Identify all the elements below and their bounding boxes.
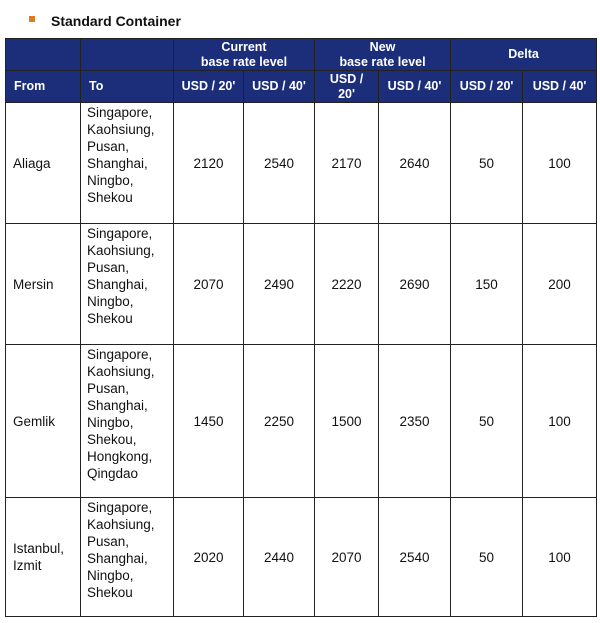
destination-port: Kaohsiung, — [87, 364, 155, 379]
destination-port: Kaohsiung, — [87, 122, 155, 137]
from-line: Gemlik — [13, 413, 56, 429]
destination-port: Shekou — [87, 585, 133, 600]
cell-to — [81, 224, 174, 345]
destination-port: Ningbo, — [87, 294, 134, 309]
cell-new-20: 2220 — [315, 224, 379, 345]
cell-new-20: 2070 — [315, 498, 379, 617]
rate-table — [5, 38, 597, 617]
header-blank-to — [81, 39, 174, 71]
cell-new-40: 2540 — [379, 498, 451, 617]
header-delta-20: USD / 20' — [451, 71, 523, 103]
header-delta: Delta — [451, 39, 597, 71]
cell-delta-40: 100 — [523, 345, 597, 498]
destination-port: Shekou — [87, 190, 133, 205]
cell-cur-20: 2020 — [174, 498, 244, 617]
cell-cur-20: 2120 — [174, 103, 244, 224]
header-current-40: USD / 40' — [244, 71, 315, 103]
cell-cur-20: 2070 — [174, 224, 244, 345]
header-row-groups — [6, 39, 597, 71]
cell-new-20: 1500 — [315, 345, 379, 498]
section-title: Standard Container — [51, 13, 181, 29]
header-new-20 — [315, 71, 379, 103]
header-blank-from — [6, 39, 81, 71]
destination-port: Pusan, — [87, 381, 130, 396]
table-row — [6, 224, 597, 345]
destination-port: Hongkong, — [87, 449, 153, 464]
from-line: Izmit — [13, 558, 42, 573]
cell-delta-20: 50 — [451, 103, 523, 224]
cell-from — [6, 224, 81, 345]
cell-cur-40: 2540 — [244, 103, 315, 224]
header-new-line1: New — [369, 39, 396, 54]
table-body — [6, 103, 597, 617]
header-new-rate — [315, 39, 451, 71]
cell-to — [81, 345, 174, 498]
destination-port: Singapore, — [87, 105, 153, 120]
destination-port: Singapore, — [87, 226, 153, 241]
header-to: To — [81, 71, 174, 103]
cell-to — [81, 498, 174, 617]
header-current-line1: Current — [221, 39, 267, 54]
cell-delta-20: 50 — [451, 345, 523, 498]
from-line: Mersin — [13, 276, 54, 292]
table-row — [6, 498, 597, 617]
header-from: From — [6, 71, 81, 103]
destination-port: Ningbo, — [87, 415, 134, 430]
cell-delta-40: 200 — [523, 224, 597, 345]
cell-delta-40: 100 — [523, 498, 597, 617]
cell-cur-40: 2440 — [244, 498, 315, 617]
header-current-line2: base rate level — [200, 54, 288, 69]
destination-port: Shekou, — [87, 432, 137, 447]
header-row-columns — [6, 71, 597, 103]
header-current-20: USD / 20' — [174, 71, 244, 103]
cell-from — [6, 498, 81, 617]
destination-port: Kaohsiung, — [87, 517, 155, 532]
cell-cur-20: 1450 — [174, 345, 244, 498]
destination-port: Pusan, — [87, 260, 130, 275]
destination-port: Kaohsiung, — [87, 243, 155, 258]
cell-new-40: 2640 — [379, 103, 451, 224]
cell-to — [81, 103, 174, 224]
destination-port: Shekou — [87, 311, 133, 326]
cell-delta-40: 100 — [523, 103, 597, 224]
destination-port: Pusan, — [87, 534, 130, 549]
destination-port: Pusan, — [87, 139, 130, 154]
destination-port: Shanghai, — [87, 156, 148, 171]
destination-port: Shanghai, — [87, 551, 148, 566]
table-row — [6, 345, 597, 498]
cell-new-40: 2690 — [379, 224, 451, 345]
cell-delta-20: 150 — [451, 224, 523, 345]
header-delta-40: USD / 40' — [523, 71, 597, 103]
destination-port: Singapore, — [87, 347, 153, 362]
header-new-20-line1: USD / — [329, 71, 364, 86]
table-row — [6, 103, 597, 224]
cell-new-20: 2170 — [315, 103, 379, 224]
header-new-40: USD / 40' — [379, 71, 451, 103]
cell-from — [6, 345, 81, 498]
header-current-rate — [174, 39, 315, 71]
destination-port: Singapore, — [87, 500, 153, 515]
header-new-line2: base rate level — [339, 54, 426, 69]
cell-cur-40: 2250 — [244, 345, 315, 498]
from-line: Istanbul, — [13, 541, 65, 556]
destination-port: Shanghai, — [87, 277, 148, 292]
destination-port: Ningbo, — [87, 568, 134, 583]
cell-from — [6, 103, 81, 224]
cell-cur-40: 2490 — [244, 224, 315, 345]
bullet-square-icon — [29, 16, 35, 22]
header-new-20-line2: 20' — [338, 86, 355, 101]
destination-port: Shanghai, — [87, 398, 148, 413]
destination-port: Qingdao — [87, 466, 139, 481]
section-heading — [29, 10, 181, 32]
destination-port: Ningbo, — [87, 173, 134, 188]
from-line: Aliaga — [13, 155, 51, 171]
cell-new-40: 2350 — [379, 345, 451, 498]
cell-delta-20: 50 — [451, 498, 523, 617]
